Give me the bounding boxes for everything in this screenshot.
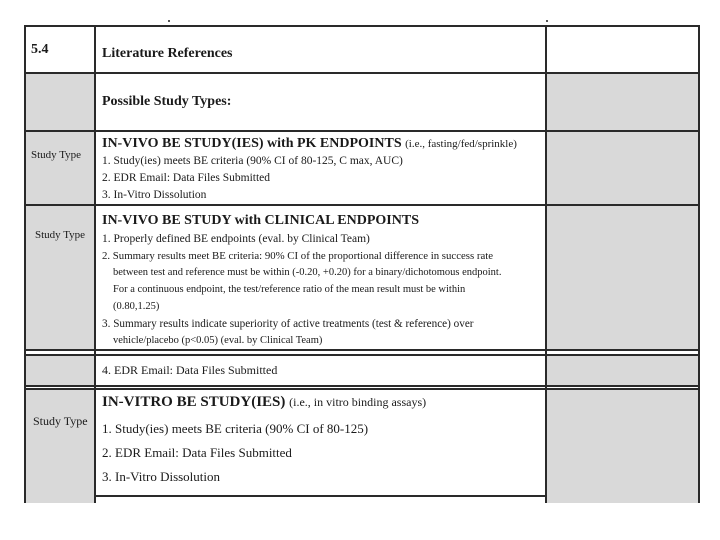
gray-cell-left-header [25, 73, 95, 131]
study-type-label: Study Type [31, 149, 82, 161]
list-item: 1. Study(ies) meets BE criteria (90% CI of 80-125) [102, 421, 369, 436]
table-col-rule [698, 25, 700, 503]
gray-cell-right-row2 [547, 205, 698, 350]
table-rule [24, 385, 699, 387]
list-item: 2. EDR Email: Data Files Submitted [102, 445, 292, 460]
list-item: 3. In-Vitro Dissolution [102, 469, 221, 484]
table-col-rule [545, 25, 547, 503]
table-rule [24, 354, 699, 356]
study-type-label: Study Type [35, 229, 86, 241]
list-item: 3. In-Vitro Dissolution [102, 189, 207, 201]
scan-mark [168, 20, 170, 22]
table-col-rule [24, 25, 26, 503]
row-title [102, 136, 517, 152]
section-title: Literature References [102, 46, 233, 61]
scan-mark [546, 20, 548, 22]
list-item: 4. EDR Email: Data Files Submitted [102, 363, 278, 377]
table-rule [24, 72, 699, 74]
table-rule [24, 204, 699, 206]
gray-cell-right-header [547, 73, 698, 131]
list-item: 3. Summary results indicate superiority of active treatments (test & reference) over [102, 318, 474, 330]
list-item-continuation: vehicle/placebo (p<0.05) (eval. by Clinical Team) [113, 335, 323, 346]
table-rule [24, 25, 699, 27]
list-item: 1. Study(ies) meets BE criteria (90% CI of 80-125, C max, AUC) [102, 155, 403, 167]
row-title-main: IN-VIVO BE STUDY(IES) with PK ENDPOINTS [102, 136, 402, 151]
list-item: 1. Properly defined BE endpoints (eval. by Clinical Team) [102, 233, 370, 245]
row-title-note: (i.e., fasting/fed/sprinkle) [405, 138, 517, 150]
gray-cell-left-row2 [25, 205, 95, 350]
gray-cell-left-row3 [25, 388, 95, 503]
row-title-note: (i.e., in vitro binding assays) [289, 395, 427, 409]
list-item-continuation: between test and reference must be within (-0.20, +0.20) for a binary/dichotomous endpoint. [113, 267, 502, 278]
study-type-label: Study Type [33, 414, 88, 428]
list-item-continuation: (0.80,1.25) [113, 301, 160, 312]
row-title-main: IN-VIVO BE STUDY with CLINICAL ENDPOINTS [102, 213, 419, 228]
table-rule [24, 388, 699, 390]
possible-study-types-heading: Possible Study Types: [102, 94, 232, 109]
table-rule [95, 495, 545, 497]
gray-cell-right-row1 [547, 131, 698, 205]
section-number: 5.4 [31, 42, 49, 57]
row-title [102, 394, 426, 411]
gray-cell-left-row1 [25, 131, 95, 205]
row-title-main: IN-VITRO BE STUDY(IES) [102, 394, 286, 410]
table-col-rule [94, 25, 96, 503]
gray-cell-right-row2b [547, 355, 698, 385]
gray-cell-right-row3 [547, 388, 698, 503]
list-item: 2. Summary results meet BE criteria: 90% CI of the proportional difference in success rate [102, 250, 494, 262]
table-rule [24, 349, 699, 351]
list-item: 2. EDR Email: Data Files Submitted [102, 172, 271, 184]
gray-cell-left-row2b [25, 355, 95, 385]
list-item-continuation: For a continuous endpoint, the test/reference ratio of the mean result must be within [113, 284, 466, 295]
table-rule [24, 130, 699, 132]
